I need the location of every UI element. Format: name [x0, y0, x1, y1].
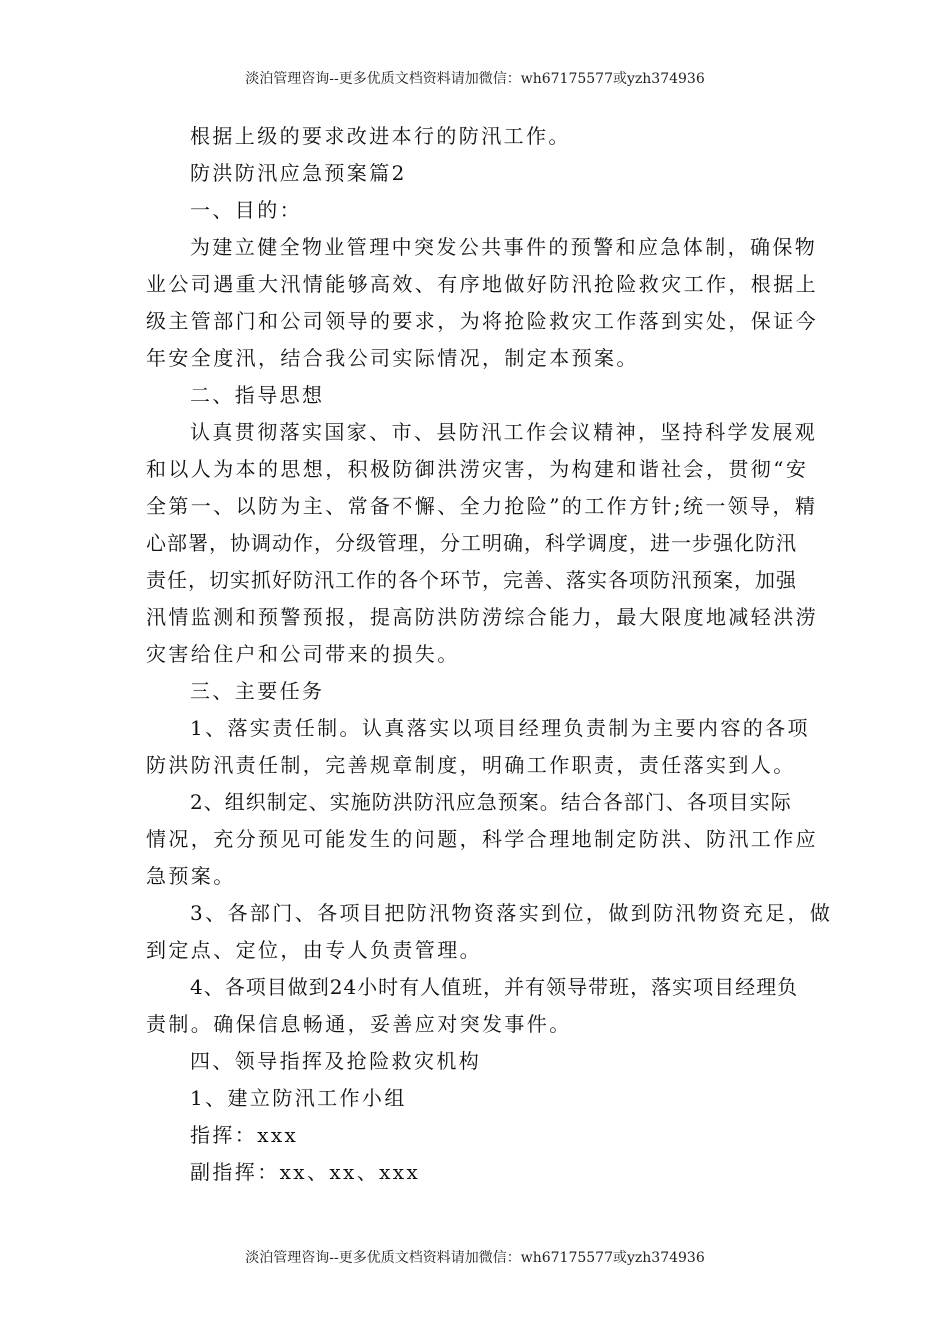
- paragraph-line: 全第一、以防为主、常备不懈、全力抢险”的工作方针;统一领导，精: [146, 494, 818, 518]
- paragraph-line: 和以人为本的思想，积极防御洪涝灾害，为构建和谐社会，贯彻“安: [146, 457, 809, 481]
- section-heading: 四、领导指挥及抢险救灾机构: [190, 1049, 482, 1073]
- paragraph-line: 情况，充分预见可能发生的问题，科学合理地制定防洪、防汛工作应: [146, 827, 818, 851]
- paragraph-line: 级主管部门和公司领导的要求，为将抢险救灾工作落到实处，保证今: [146, 309, 818, 333]
- paragraph-line: 2、组织制定、实施防洪防汛应急预案。结合各部门、各项目实际: [190, 790, 792, 814]
- paragraph-line: 认真贯彻落实国家、市、县防汛工作会议精神，坚持科学发展观: [190, 420, 818, 444]
- paragraph-line: 急预案。: [146, 864, 236, 888]
- section-heading: 三、主要任务: [190, 679, 325, 703]
- paragraph-line: 业公司遇重大汛情能够高效、有序地做好防汛抢险救灾工作，根据上: [146, 272, 818, 296]
- paragraph-line: 4、各项目做到24小时有人值班，并有领导带班，落实项目经理负: [190, 975, 799, 999]
- section-heading: 一、目的：: [190, 198, 302, 222]
- page-footer: 淡泊管理咨询--更多优质文档资料请加微信：wh67175577或yzh374936: [245, 1250, 705, 1266]
- paragraph-line: 副指挥：xx、xx、xxx: [190, 1160, 421, 1184]
- page-header: 淡泊管理咨询--更多优质文档资料请加微信：wh67175577或yzh374936: [245, 71, 705, 87]
- section-title: 防洪防汛应急预案篇2: [190, 161, 407, 185]
- paragraph-line: 1、落实责任制。认真落实以项目经理负责制为主要内容的各项: [190, 716, 810, 740]
- paragraph-line: 防洪防汛责任制，完善规章制度，明确工作职责，责任落实到人。: [146, 753, 796, 777]
- paragraph-line: 汛情监测和预警预报，提高防洪防涝综合能力，最大限度地减轻洪涝: [146, 605, 818, 629]
- document-body: [146, 118, 833, 1191]
- paragraph-line: 到定点、定位，由专人负责管理。: [146, 938, 482, 962]
- paragraph-line: 灾害给住户和公司带来的损失。: [146, 642, 460, 666]
- paragraph-line: 为建立健全物业管理中突发公共事件的预警和应急体制，确保物: [190, 235, 818, 259]
- paragraph-line: 心部署，协调动作，分级管理，分工明确，科学调度，进一步强化防汛: [146, 531, 797, 555]
- paragraph-line: 3、各部门、各项目把防汛物资落实到位，做到防汛物资充足，做: [190, 901, 833, 925]
- paragraph-line: 根据上级的要求改进本行的防汛工作。: [190, 124, 571, 148]
- paragraph-line: 年安全度汛，结合我公司实际情况，制定本预案。: [146, 346, 639, 370]
- section-heading: 二、指导思想: [190, 383, 325, 407]
- sub-heading: 1、建立防汛工作小组: [190, 1086, 407, 1110]
- paragraph-line: 指挥：xxx: [190, 1123, 299, 1147]
- paragraph-line: 责任，切实抓好防汛工作的各个环节，完善、落实各项防汛预案，加强: [146, 568, 797, 592]
- paragraph-line: 责制。确保信息畅通，妥善应对突发事件。: [146, 1012, 572, 1036]
